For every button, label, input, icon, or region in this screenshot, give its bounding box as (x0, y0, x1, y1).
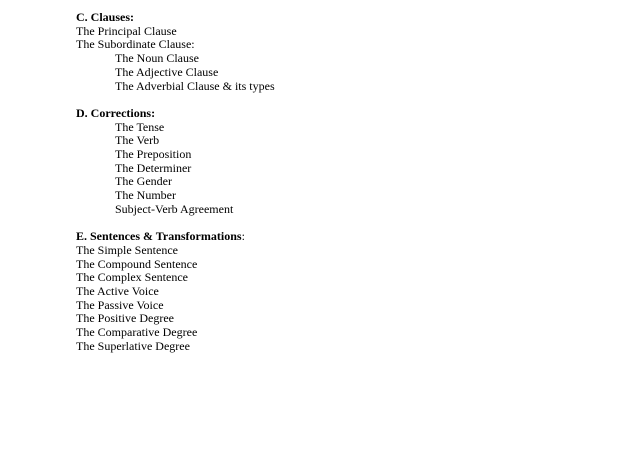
list-item: The Adverbial Clause & its types (115, 78, 275, 93)
section-clauses (76, 11, 596, 93)
list-item: The Determiner (115, 160, 192, 175)
list-item: The Simple Sentence (76, 242, 178, 257)
document-content (76, 11, 596, 354)
list-item: The Tense (115, 119, 165, 134)
list-item: Subject-Verb Agreement (115, 201, 234, 216)
section-heading-suffix: : (241, 229, 245, 244)
section-heading (76, 11, 596, 25)
section-heading (76, 230, 596, 244)
list-item: The Passive Voice (76, 297, 164, 312)
section-corrections (76, 107, 596, 217)
list-item: The Adjective Clause (115, 64, 219, 79)
list-item: The Verb (115, 133, 160, 148)
list-item: The Subordinate Clause: (76, 37, 195, 52)
section-heading-text: C. Clauses: (76, 10, 135, 24)
list-item: The Preposition (115, 147, 192, 162)
list-item: The Positive Degree (76, 311, 174, 326)
section-heading-text: E. Sentences & Transformations (76, 229, 242, 244)
list-item: The Number (115, 188, 176, 203)
section-heading-text: D. Corrections: (76, 105, 156, 120)
section-heading (76, 107, 596, 121)
list-item: The Active Voice (76, 284, 159, 299)
section-sentences-transformations (76, 230, 596, 353)
list-item: The Noun Clause (115, 51, 199, 66)
list-item: The Gender (115, 174, 172, 189)
list-item: The Superlative Degree (76, 338, 190, 353)
list-item: The Complex Sentence (76, 270, 188, 285)
list-item: The Compound Sentence (76, 256, 198, 271)
list-item: The Comparative Degree (76, 325, 198, 340)
list-item: The Principal Clause (76, 23, 177, 38)
